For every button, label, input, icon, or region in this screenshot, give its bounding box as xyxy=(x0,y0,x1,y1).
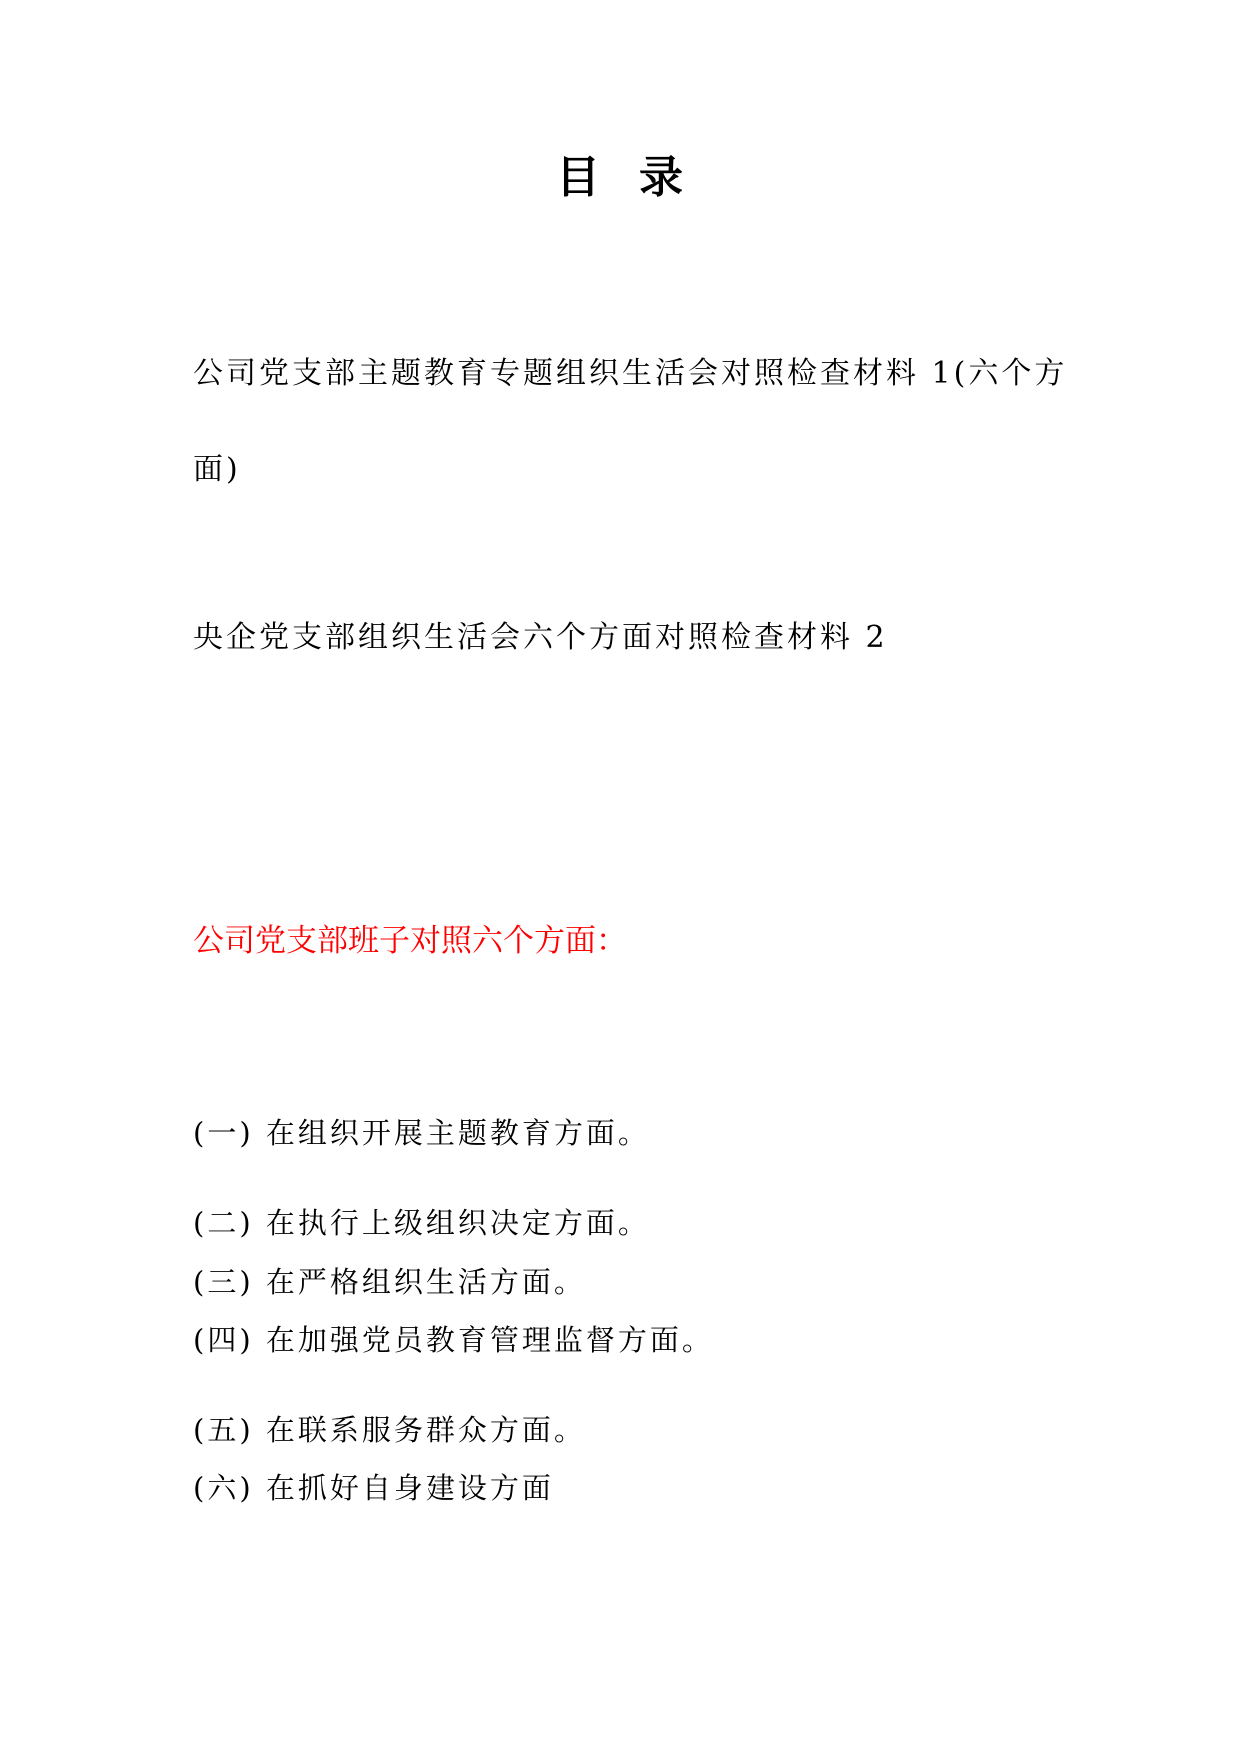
aspect-item-6: (六) 在抓好自身建设方面 xyxy=(193,1471,554,1505)
aspect-item-1: (一) 在组织开展主题教育方面。 xyxy=(193,1116,650,1150)
title-char-1: 目 xyxy=(556,152,601,203)
aspect-item-2: (二) 在执行上级组织决定方面。 xyxy=(193,1206,650,1240)
section-heading: 公司党支部班子对照六个方面： xyxy=(193,923,627,959)
title-char-2: 录 xyxy=(639,152,684,203)
document-title xyxy=(0,150,1240,206)
toc-entry-1: 公司党支部主题教育专题组织生活会对照检查材料 1(六个方面) xyxy=(193,356,1068,487)
aspect-item-5: (五) 在联系服务群众方面。 xyxy=(193,1413,586,1447)
aspect-item-3: (三) 在严格组织生活方面。 xyxy=(193,1265,586,1299)
aspect-item-4: (四) 在加强党员教育管理监督方面。 xyxy=(193,1323,714,1357)
toc-entry-2: 央企党支部组织生活会六个方面对照检查材料 2 xyxy=(193,620,888,655)
